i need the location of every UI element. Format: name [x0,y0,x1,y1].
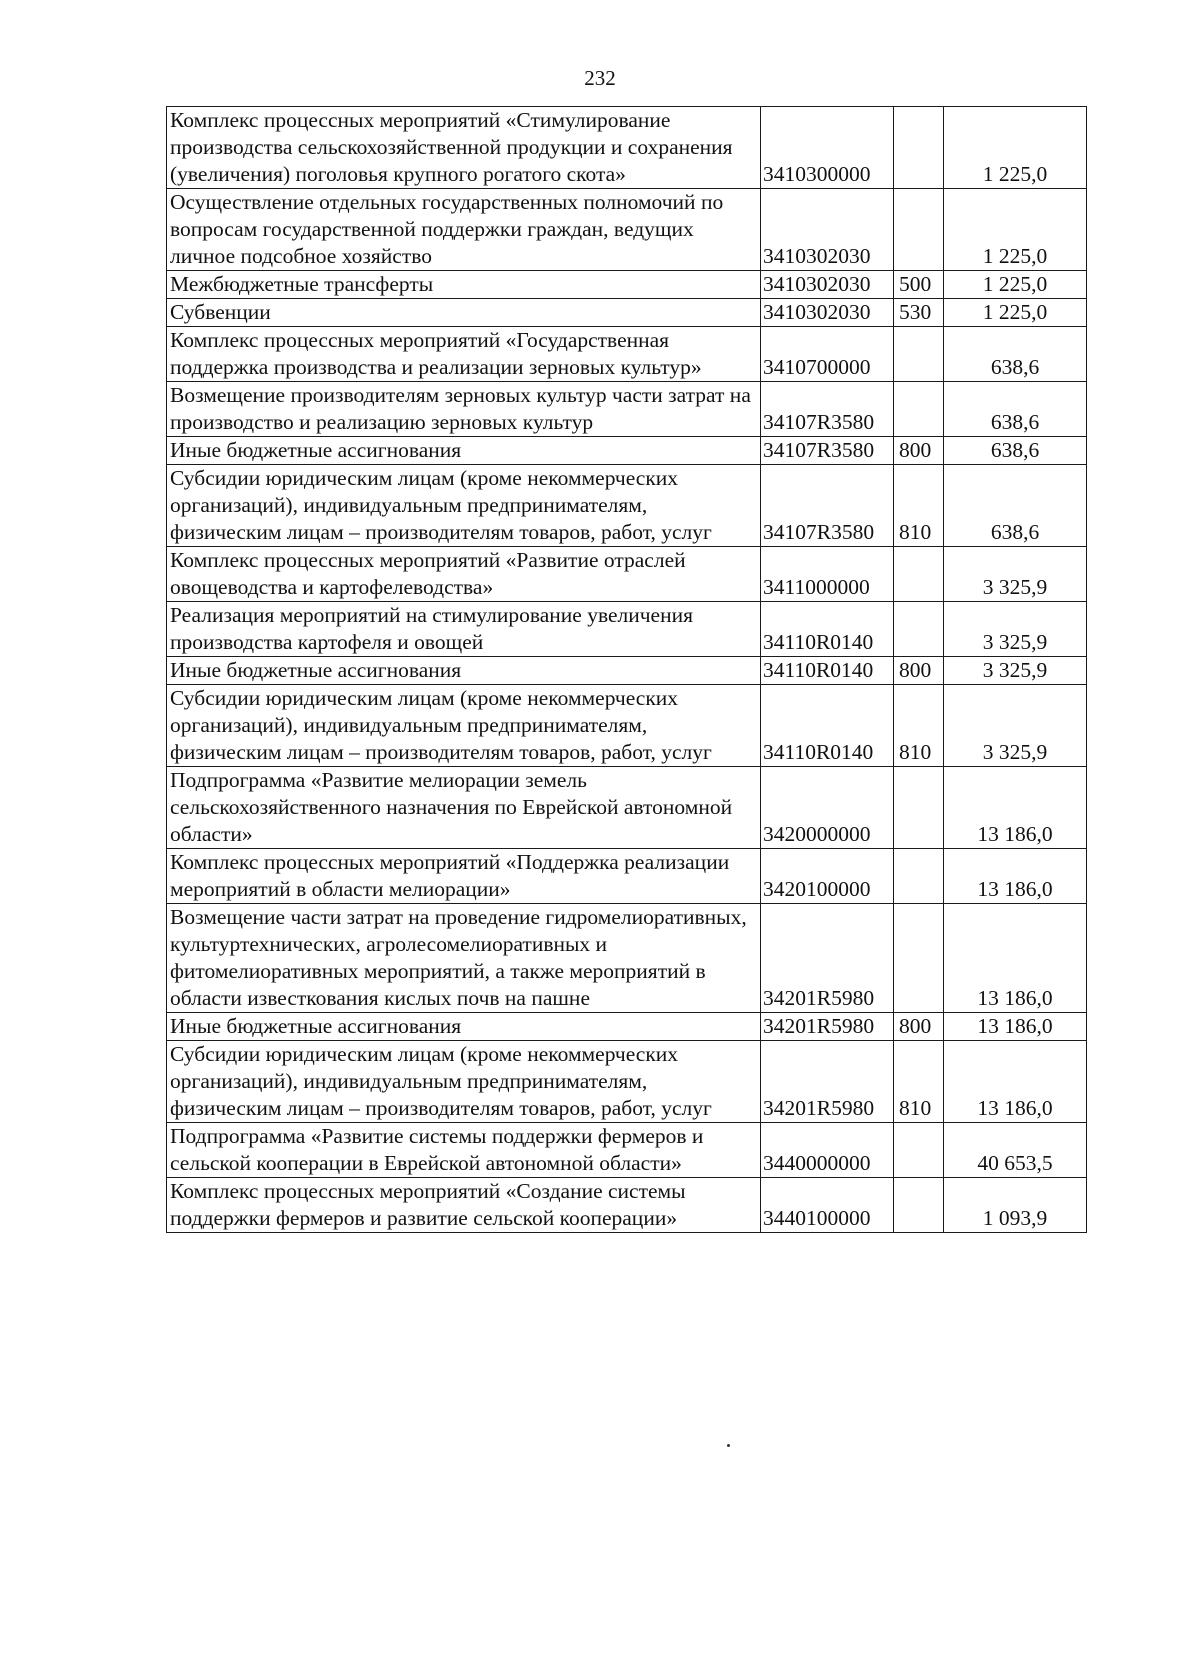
table-row [167,685,1087,767]
row-amount-cell: 1 093,9 [944,1178,1087,1233]
row-target-code-cell: 34107R3580 [761,465,894,547]
table-row [167,299,1087,327]
row-name-cell: Иные бюджетные ассигнования [167,437,761,465]
row-target-code-cell: 34110R0140 [761,685,894,767]
row-expense-type-cell [894,327,944,382]
row-expense-type-cell [894,849,944,904]
row-target-code-cell: 3420100000 [761,849,894,904]
row-expense-type-cell: 500 [894,271,944,299]
row-target-code-cell: 3420000000 [761,767,894,849]
row-target-code-cell: 3440000000 [761,1123,894,1178]
row-name-cell: Комплекс процессных мероприятий «Стимулирование производства сельскохозяйственной продукции и сохранения (увеличения) поголовья крупного рогатого скота» [167,107,761,189]
row-name-cell: Иные бюджетные ассигнования [167,657,761,685]
row-target-code-cell: 34107R3580 [761,437,894,465]
table-row [167,1013,1087,1041]
row-amount-cell: 3 325,9 [944,657,1087,685]
table-row [167,657,1087,685]
row-expense-type-cell: 800 [894,1013,944,1041]
row-target-code-cell: 3410302030 [761,271,894,299]
row-name-cell: Осуществление отдельных государственных полномочий по вопросам государственной поддержки граждан, ведущих личное подсобное хозяйство [167,189,761,271]
row-expense-type-cell: 800 [894,437,944,465]
row-name-cell: Подпрограмма «Развитие мелиорации земель сельскохозяйственного назначения по Еврейской автономной области» [167,767,761,849]
row-name-cell: Субсидии юридическим лицам (кроме некоммерческих организаций), индивидуальным предпринимателям, физическим лицам – производителям товаров, работ, услуг [167,465,761,547]
row-amount-cell: 638,6 [944,465,1087,547]
row-expense-type-cell [894,547,944,602]
row-name-cell: Субсидии юридическим лицам (кроме некоммерческих организаций), индивидуальным предпринимателям, физическим лицам – производителям товаров, работ, услуг [167,685,761,767]
row-expense-type-cell [894,189,944,271]
table-row [167,327,1087,382]
row-target-code-cell: 3440100000 [761,1178,894,1233]
row-name-cell: Комплекс процессных мероприятий «Развитие отраслей овощеводства и картофелеводства» [167,547,761,602]
table-row [167,189,1087,271]
row-name-cell: Иные бюджетные ассигнования [167,1013,761,1041]
table-row [167,547,1087,602]
row-target-code-cell: 3410302030 [761,189,894,271]
table-row [167,904,1087,1013]
row-target-code-cell: 3410700000 [761,327,894,382]
row-amount-cell: 1 225,0 [944,107,1087,189]
row-expense-type-cell: 800 [894,657,944,685]
table-row [167,382,1087,437]
row-expense-type-cell: 810 [894,1041,944,1123]
row-target-code-cell: 34110R0140 [761,657,894,685]
row-amount-cell: 13 186,0 [944,1041,1087,1123]
row-name-cell: Комплекс процессных мероприятий «Создание системы поддержки фермеров и развитие сельской кооперации» [167,1178,761,1233]
row-target-code-cell: 34110R0140 [761,602,894,657]
row-expense-type-cell: 810 [894,685,944,767]
row-target-code-cell: 3411000000 [761,547,894,602]
row-name-cell: Комплекс процессных мероприятий «Поддержка реализации мероприятий в области мелиорации» [167,849,761,904]
row-expense-type-cell [894,767,944,849]
row-amount-cell: 40 653,5 [944,1123,1087,1178]
table-row [167,849,1087,904]
table-row [167,465,1087,547]
row-expense-type-cell [894,1178,944,1233]
row-target-code-cell: 34107R3580 [761,382,894,437]
row-name-cell: Субсидии юридическим лицам (кроме некоммерческих организаций), индивидуальным предпринимателям, физическим лицам – производителям товаров, работ, услуг [167,1041,761,1123]
row-target-code-cell: 34201R5980 [761,1013,894,1041]
row-name-cell: Подпрограмма «Развитие системы поддержки фермеров и сельской кооперации в Еврейской автономной области» [167,1123,761,1178]
table-row [167,107,1087,189]
row-name-cell: Возмещение производителям зерновых культур части затрат на производство и реализацию зерновых культур [167,382,761,437]
row-name-cell: Комплекс процессных мероприятий «Государственная поддержка производства и реализации зерновых культур» [167,327,761,382]
row-target-code-cell: 34201R5980 [761,904,894,1013]
table-row [167,602,1087,657]
budget-table [166,106,1087,1233]
row-amount-cell: 3 325,9 [944,685,1087,767]
table-body [167,107,1087,1233]
row-expense-type-cell [894,107,944,189]
row-expense-type-cell [894,1123,944,1178]
row-amount-cell: 1 225,0 [944,189,1087,271]
row-target-code-cell: 3410300000 [761,107,894,189]
row-amount-cell: 1 225,0 [944,299,1087,327]
row-amount-cell: 13 186,0 [944,1013,1087,1041]
table-row [167,437,1087,465]
row-name-cell: Реализация мероприятий на стимулирование увеличения производства картофеля и овощей [167,602,761,657]
row-amount-cell: 13 186,0 [944,849,1087,904]
row-expense-type-cell: 530 [894,299,944,327]
row-expense-type-cell [894,602,944,657]
row-amount-cell: 638,6 [944,327,1087,382]
table-row [167,1178,1087,1233]
row-name-cell: Возмещение части затрат на проведение гидромелиоративных, культуртехнических, агролесомелиоративных и фитомелиоративных мероприятий, а также мероприятий в области известкования кислых почв на пашне [167,904,761,1013]
table-row [167,271,1087,299]
row-expense-type-cell [894,382,944,437]
row-amount-cell: 638,6 [944,382,1087,437]
row-amount-cell: 13 186,0 [944,767,1087,849]
table-row [167,1123,1087,1178]
scan-speck [727,1444,730,1447]
table-row [167,1041,1087,1123]
row-name-cell: Межбюджетные трансферты [167,271,761,299]
page-number: 232 [584,66,616,90]
row-target-code-cell: 3410302030 [761,299,894,327]
row-amount-cell: 13 186,0 [944,904,1087,1013]
row-target-code-cell: 34201R5980 [761,1041,894,1123]
row-amount-cell: 3 325,9 [944,602,1087,657]
row-name-cell: Субвенции [167,299,761,327]
table-row [167,767,1087,849]
row-expense-type-cell [894,904,944,1013]
row-expense-type-cell: 810 [894,465,944,547]
row-amount-cell: 638,6 [944,437,1087,465]
row-amount-cell: 3 325,9 [944,547,1087,602]
row-amount-cell: 1 225,0 [944,271,1087,299]
